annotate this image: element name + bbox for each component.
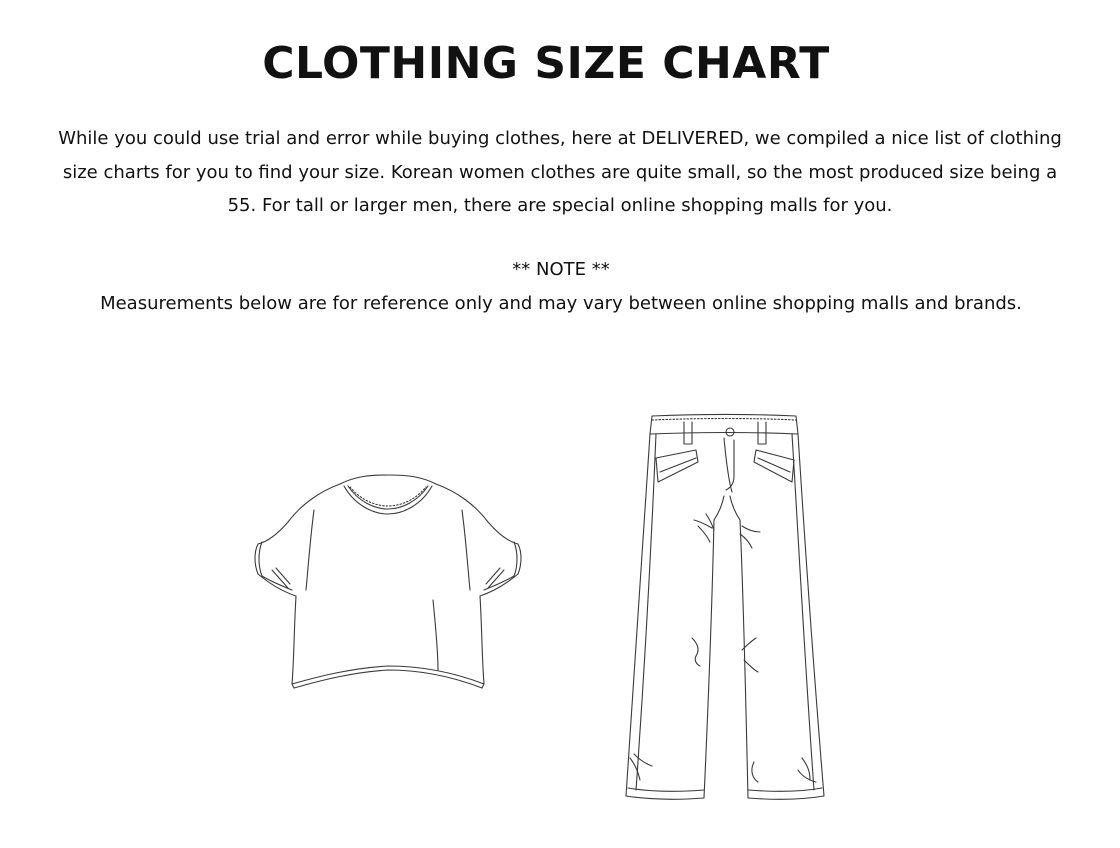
pants-hem-right	[748, 796, 824, 799]
pants-icon	[612, 410, 836, 806]
pants-waistband	[650, 415, 798, 435]
tshirt-neckline	[340, 475, 436, 484]
pants-hem-left	[626, 796, 704, 799]
tshirt-icon	[248, 470, 528, 700]
intro-paragraph: While you could use trial and error while buying clothes, here at DELIVERED, we compiled a nice list of clothing size charts for you to find your size. Korean women clothes are quite small, so the most produced size being a 55. For tall or larger men, there are special online shopping malls for you.	[58, 128, 1062, 216]
note-heading: ** NOTE **	[512, 259, 610, 280]
page-title: CLOTHING SIZE CHART	[262, 38, 830, 89]
note-text: Measurements below are for reference only and may vary between online shopping malls and brands.	[100, 293, 1022, 314]
